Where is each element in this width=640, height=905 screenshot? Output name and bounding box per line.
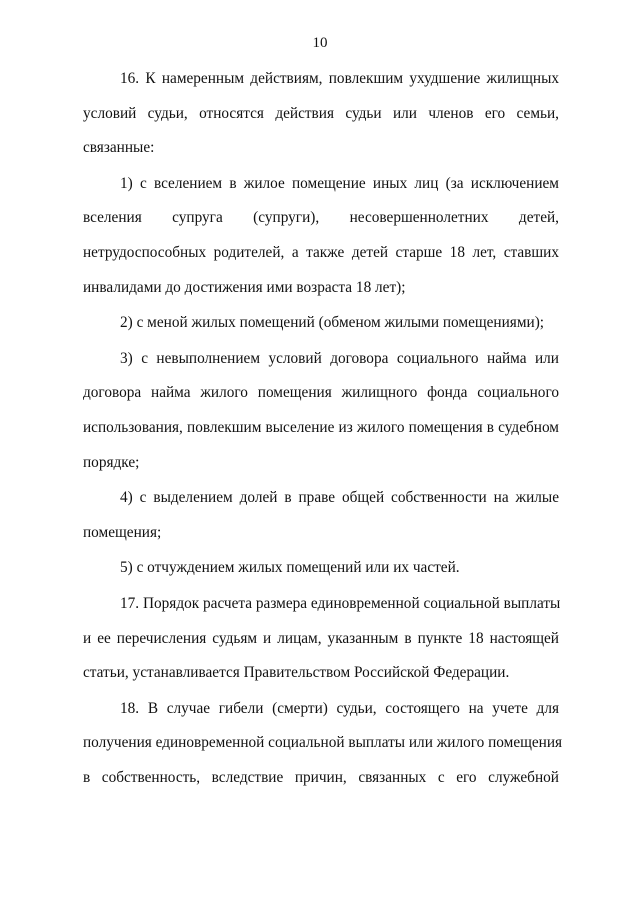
text-line: 2) с меной жилых помещений (обменом жилыми помещениями); <box>120 314 545 332</box>
page-number: 10 <box>312 35 328 51</box>
text-line: 4) с выделением долей в праве общей собственности на жилые <box>120 489 559 507</box>
text-line: порядке; <box>83 453 140 471</box>
text-line: 5) с отчуждением жилых помещений или их частей. <box>120 559 460 577</box>
paragraph-16-item-4 <box>83 481 559 550</box>
text-line: помещения; <box>83 523 162 541</box>
paragraph-16-item-5 <box>83 551 559 586</box>
paragraph-16 <box>83 62 559 166</box>
text-line: получения единовременной социальной выплаты или жилого помещения <box>83 734 563 752</box>
text-line: и ее перечисления судьям и лицам, указанным в пункте 18 настоящей <box>83 629 559 647</box>
text-line: 18. В случае гибели (смерти) судьи, состоящего на учете для <box>120 699 559 717</box>
text-line: в собственность, вследствие причин, связанных с его служебной <box>83 768 559 786</box>
paragraph-18 <box>83 692 563 796</box>
text-line: 16. К намеренным действиям, повлекшим ухудшение жилищных <box>120 70 559 87</box>
document-body <box>83 62 563 796</box>
text-line: 1) с вселением в жилое помещение иных лиц (за исключением <box>120 174 559 192</box>
text-line: договора найма жилого помещения жилищного фонда социального <box>83 384 559 402</box>
paragraph-16-item-2 <box>83 306 559 341</box>
text-line: инвалидами до достижения ими возраста 18 лет); <box>83 278 406 296</box>
text-line: 3) с невыполнением условий договора социального найма или <box>120 349 559 367</box>
paragraph-17 <box>83 587 559 691</box>
paragraph-16-item-1 <box>83 167 559 305</box>
text-line: 17. Порядок расчета размера единовременной социальной выплаты <box>120 594 561 612</box>
text-line: нетрудоспособных родителей, а также детей старше 18 лет, ставших <box>83 243 559 261</box>
text-line: использования, повлекшим выселение из жилого помещения в судебном <box>83 418 559 436</box>
text-line: связанные: <box>83 139 155 157</box>
paragraph-16-item-3 <box>83 342 559 480</box>
text-line: вселения супруга (супруги), несовершеннолетних детей, <box>83 209 559 227</box>
text-line: условий судьи, относятся действия судьи или членов его семьи, <box>83 104 559 122</box>
text-line: статьи, устанавливается Правительством Российской Федерации. <box>83 664 510 682</box>
